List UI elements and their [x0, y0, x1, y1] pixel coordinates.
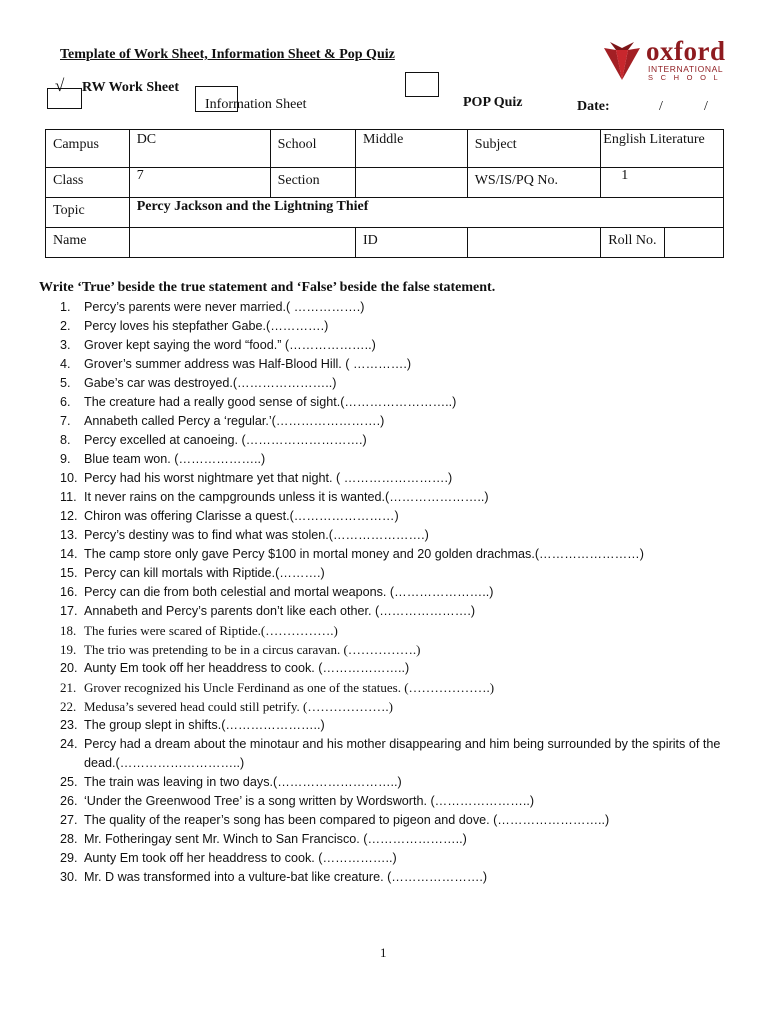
question-text: The group slept in shifts.(…………………..): [84, 718, 325, 732]
topic-label: Topic: [46, 198, 130, 228]
question-item: [60, 355, 724, 374]
date-label: Date:: [577, 99, 610, 114]
question-number: 26.: [60, 794, 78, 808]
section-label: Section: [270, 168, 355, 198]
logo-subline-1: INTERNATIONAL: [648, 64, 724, 74]
question-item: [60, 602, 724, 621]
question-number: 5.: [60, 376, 71, 390]
campus-label: Campus: [46, 130, 130, 168]
question-number: 24.: [60, 737, 78, 751]
class-label: Class: [46, 168, 130, 198]
question-item: [60, 792, 724, 811]
school-label: School: [270, 130, 355, 168]
question-item: [60, 336, 724, 355]
section-value[interactable]: [355, 168, 467, 198]
question-item: [60, 374, 724, 393]
question-number: 6.: [60, 395, 71, 409]
question-item: [60, 830, 724, 849]
question-text: Annabeth called Percy a ‘regular.’(…………………….): [84, 414, 385, 428]
date-separator-1: /: [659, 99, 663, 114]
question-number: 27.: [60, 813, 78, 827]
subject-value[interactable]: English Literature: [601, 130, 724, 168]
question-item: [60, 545, 724, 564]
question-text: Mr. D was transformed into a vulture-bat like creature. (………………….): [84, 870, 488, 884]
topic-value[interactable]: Percy Jackson and the Lightning Thief: [129, 198, 723, 228]
question-item: [60, 317, 724, 336]
question-number: 10.: [60, 471, 78, 485]
question-item: [60, 678, 724, 697]
question-item: [60, 431, 724, 450]
question-text: Percy can die from both celestial and mortal weapons. (…………………..): [84, 585, 494, 599]
question-text: Percy had a dream about the minotaur and his mother disappearing and him being surrounded by the spirits of the dead.(………………………..): [84, 737, 721, 770]
rw-worksheet-label: RW Work Sheet: [82, 80, 180, 95]
name-label: Name: [46, 228, 130, 258]
question-number: 9.: [60, 452, 71, 466]
question-item: [60, 450, 724, 469]
question-text: Percy’s destiny was to find what was stolen.(………………….): [84, 528, 429, 542]
question-item: [60, 640, 724, 659]
question-text: The furies were scared of Riptide.(…………….): [84, 623, 338, 638]
question-text: Mr. Fotheringay sent Mr. Winch to San Francisco. (…………………..): [84, 832, 467, 846]
question-item: [60, 697, 724, 716]
question-text: Annabeth and Percy’s parents don’t like each other. (………………….): [84, 604, 476, 618]
question-item: [60, 849, 724, 868]
question-number: 28.: [60, 832, 78, 846]
roll-number-label: Roll No.: [601, 228, 664, 258]
question-text: The train was leaving in two days.(………………………..): [84, 775, 402, 789]
question-item: [60, 659, 724, 678]
question-text: Aunty Em took off her headdress to cook. (……………..): [84, 851, 397, 865]
school-logo: [602, 36, 742, 84]
question-item: [60, 773, 724, 792]
question-list: [60, 298, 724, 887]
question-item: [60, 507, 724, 526]
question-item: [60, 526, 724, 545]
question-number: 18.: [60, 623, 77, 638]
worksheet-title: Template of Work Sheet, Information Sheet & Pop Quiz: [60, 47, 395, 62]
logo-subline-2: SCHOOL: [648, 73, 726, 82]
question-number: 25.: [60, 775, 78, 789]
instructions: Write ‘True’ beside the true statement and ‘False’ beside the false statement.: [39, 280, 496, 295]
logo-emblem-icon: [602, 40, 642, 84]
question-text: It never rains on the campgrounds unless it is wanted.(…………………..): [84, 490, 489, 504]
question-number: 30.: [60, 870, 78, 884]
question-item: [60, 469, 724, 488]
class-value[interactable]: 7: [129, 168, 270, 198]
id-label: ID: [355, 228, 467, 258]
question-text: Grover kept saying the word “food.” (………………..): [84, 338, 376, 352]
question-number: 29.: [60, 851, 78, 865]
question-item: [60, 868, 724, 887]
question-item: [60, 393, 724, 412]
question-item: [60, 583, 724, 602]
question-number: 3.: [60, 338, 71, 352]
question-number: 22.: [60, 699, 77, 714]
question-text: Blue team won. (………………..): [84, 452, 266, 466]
subject-label: Subject: [467, 130, 601, 168]
question-number: 15.: [60, 566, 78, 580]
question-text: ‘Under the Greenwood Tree’ is a song written by Wordsworth. (…………………..): [84, 794, 535, 808]
pop-quiz-checkbox[interactable]: [405, 72, 439, 97]
question-text: Medusa’s severed head could still petrify. (……………….): [84, 699, 393, 714]
school-value[interactable]: Middle: [355, 130, 467, 168]
question-number: 12.: [60, 509, 78, 523]
question-text: Chiron was offering Clarisse a quest.(……………………): [84, 509, 399, 523]
rw-worksheet-checkbox[interactable]: [47, 88, 82, 109]
information-sheet-label: Information Sheet: [205, 97, 307, 112]
question-text: Aunty Em took off her headdress to cook. (………………..): [84, 661, 410, 675]
question-number: 2.: [60, 319, 71, 333]
question-item: [60, 716, 724, 735]
roll-number-value[interactable]: [664, 228, 723, 258]
question-item: [60, 412, 724, 431]
question-text: Gabe’s car was destroyed.(…………………..): [84, 376, 337, 390]
question-text: Grover’s summer address was Half-Blood Hill. ( ………….): [84, 357, 412, 371]
question-number: 1.: [60, 300, 71, 314]
question-number: 23.: [60, 718, 78, 732]
question-text: The trio was pretending to be in a circus caravan. (…………….): [84, 642, 421, 657]
question-number: 7.: [60, 414, 71, 428]
question-number: 19.: [60, 642, 77, 657]
question-text: Percy had his worst nightmare yet that night. ( …………………….): [84, 471, 453, 485]
question-item: [60, 621, 724, 640]
question-number: 13.: [60, 528, 78, 542]
check-mark-icon: √: [55, 76, 65, 95]
question-number: 16.: [60, 585, 78, 599]
question-text: Percy can kill mortals with Riptide.(……….): [84, 566, 325, 580]
question-item: [60, 811, 724, 830]
question-text: The creature had a really good sense of sight.(……………………..): [84, 395, 457, 409]
question-text: Percy excelled at canoeing. (……………………….): [84, 433, 367, 447]
question-number: 4.: [60, 357, 71, 371]
student-info-table: [45, 129, 724, 258]
question-text: Grover recognized his Uncle Ferdinand as one of the statues. (……………….): [84, 680, 495, 695]
question-text: The camp store only gave Percy $100 in mortal money and 20 golden drachmas.(……………………): [84, 547, 644, 561]
ws-number-value[interactable]: 1: [601, 168, 724, 198]
name-value[interactable]: [129, 228, 355, 258]
date-separator-2: /: [704, 99, 708, 114]
question-item: [60, 735, 724, 773]
question-text: Percy’s parents were never married.( …………….): [84, 300, 365, 314]
question-number: 11.: [60, 490, 77, 504]
question-number: 17.: [60, 604, 78, 618]
campus-value[interactable]: DC: [129, 130, 270, 168]
logo-wordmark: oxford: [646, 36, 726, 66]
question-item: [60, 298, 724, 317]
question-number: 14.: [60, 547, 78, 561]
page-number: 1: [380, 945, 387, 960]
question-number: 21.: [60, 680, 77, 695]
question-item: [60, 488, 724, 507]
ws-number-label: WS/IS/PQ No.: [467, 168, 601, 198]
question-text: The quality of the reaper’s song has been compared to pigeon and dove. (……………………..): [84, 813, 610, 827]
question-item: [60, 564, 724, 583]
question-number: 8.: [60, 433, 71, 447]
question-text: Percy loves his stepfather Gabe.(………….): [84, 319, 329, 333]
question-number: 20.: [60, 661, 78, 675]
id-value[interactable]: [467, 228, 601, 258]
pop-quiz-label: POP Quiz: [463, 95, 523, 110]
